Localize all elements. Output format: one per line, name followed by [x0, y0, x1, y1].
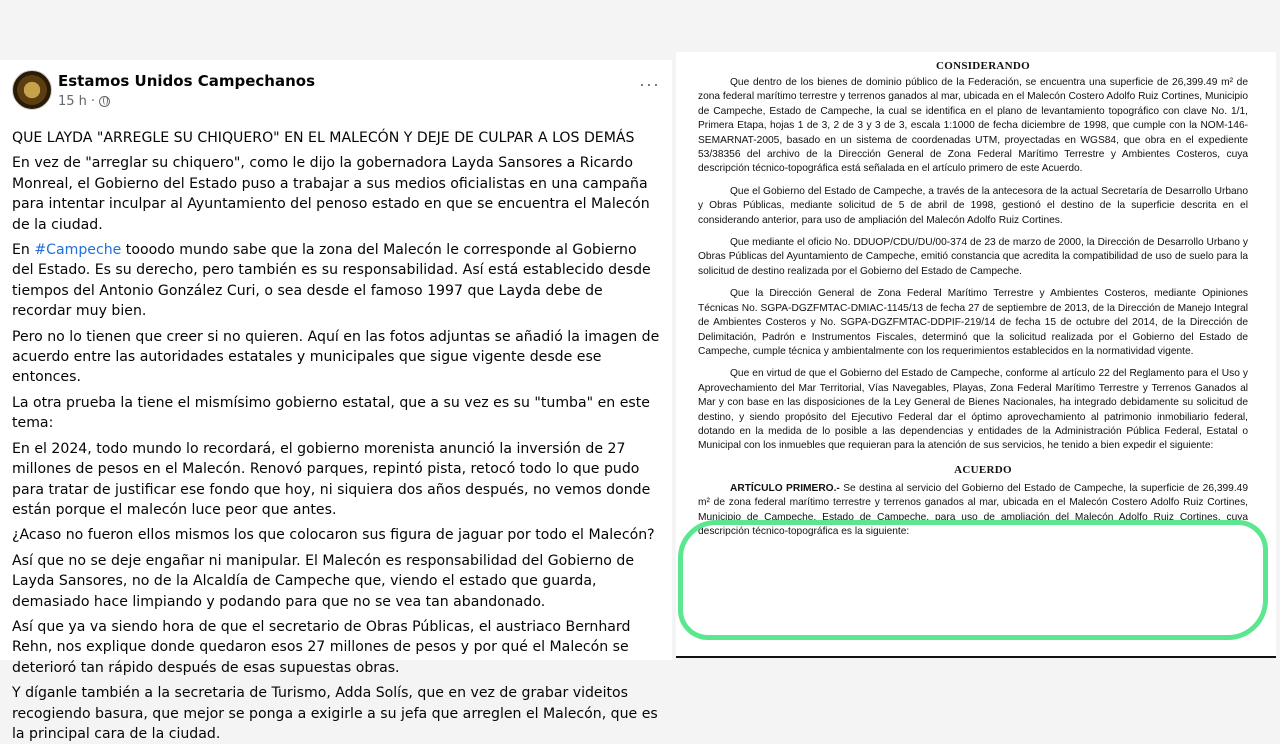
globe-icon: [99, 96, 110, 107]
post-author[interactable]: Estamos Unidos Campechanos: [58, 72, 316, 90]
post-meta: [58, 94, 110, 109]
post-paragraph: QUE LAYDA "ARREGLE SU CHIQUERO" EN EL MALECÓN Y DEJE DE CULPAR A LOS DEMÁS: [12, 130, 635, 146]
hashtag-link[interactable]: #Campeche: [34, 242, 122, 259]
post-header: [12, 70, 660, 120]
post-paragraph: Y díganle también a la secretaria de Turismo, Adda Solís, que en vez de grabar videitos recogiendo basura, que mejor se ponga a exigirle a su jefa que arreglen el Malecón, que es la principal cara de la ciudad.: [12, 685, 658, 742]
post-paragraph: [12, 240, 660, 322]
articulo-label: ARTÍCULO PRIMERO.-: [730, 482, 840, 494]
considerando-paragraph: Que el Gobierno del Estado de Campeche, a través de la antecesora de la actual Secretaría de Desarrollo Urbano y Obras Públicas, mediante solicitud de 5 de abril de 1998, gestionó el destino de la superficie descrita en el considerando anterior, para uso de ampliación del Malecón Adolfo Ruiz Cortines.: [698, 185, 1248, 226]
avatar[interactable]: [12, 70, 52, 110]
post-paragraph: Pero no lo tienen que creer si no quieren. Aquí en las fotos adjuntas se añadió la imagen de acuerdo entre las autoridades estatales y municipales que sigue vigente desde ese entonces.: [12, 328, 660, 386]
post-time[interactable]: 15 h: [58, 94, 87, 109]
agreement-document: [676, 52, 1276, 658]
articulo-primero: [698, 482, 1248, 540]
post-paragraph: La otra prueba la tiene el mismísimo gobierno estatal, que a su vez es su "tumba" en este tema:: [12, 394, 650, 432]
considerando-paragraph: Que dentro de los bienes de dominio público de la Federación, se encuentra una superficie de 26,399.49 m² de zona federal marítimo terrestre y terrenos ganados al mar, ubicada en el Malecón Costero Adolfo Ruiz Cortines, Municipio de Campeche, Estado de Campeche, la cual se identifica en el plano de levantamiento topográfico con clave No. 1/1, Primera Etapa, hojas 1 de 3, 2 de 3 y 3 de 3, escala 1:1000 de fecha diciembre de 1998, que cumple con la NOM-146-SEMARNAT-2005, basado en un sistema de coordenadas UTM, proyectadas en WGS84, que obra en el expediente 53/38356 del archivo de la Dirección General de Zona Federal Marítimo Terrestre y Ambientes Costeros, cuya descripción técnico-topográfica está señalada en el artículo primero de este Acuerdo.: [698, 77, 1248, 175]
considerando-paragraph: Que la Dirección General de Zona Federal Marítimo Terrestre y Ambientes Costeros, mediante Opiniones Técnicas No. SGPA-DGZFMTAC-DMIAC-1145/13 de fecha 27 de septiembre de 2013, de la Dirección de Manejo Integral de Ambientes Costeros y No. SGPA-DGZFMTAC-DDPIF-219/14 de fecha 15 de octubre del 2014, de la Dirección de Delimitación, Padrón e Instrumentos Fiscales, determinó que la solicitud realizada por el Gobierno del Estado de Campeche, cumple técnica y ambientalmente con los requerimientos establecidos en la normatividad vigente.: [698, 288, 1248, 357]
post-paragraph: Así que ya va siendo hora de que el secretario de Obras Públicas, el austriaco Bernhard Rehn, nos explique donde quedaron esos 27 millones de pesos y por qué el Malecón se deterioró tan rápido después de esas supuestas obras.: [12, 618, 631, 676]
post-text: En: [12, 242, 35, 259]
post-paragraph: Así que no se deje engañar ni manipular. El Malecón es responsabilidad del Gobierno de Layda Sansores, no de la Alcaldía de Campeche que, viendo el estado que guarda, demasiado hace limpiando y podando para que no se vea tan abandonado.: [12, 552, 635, 610]
meta-separator: ·: [90, 94, 96, 109]
articulo-text: Se destina al servicio del Gobierno del Estado de Campeche, la superficie de 26,399.49 m² de zona federal marítimo terrestre y terrenos ganados al mar, ubicada en el Malecón Costero Adolfo Ruiz Cortines, Municipio de Campeche, Estado de Campeche, para uso de ampliación del Malecón Adolfo Ruiz Cortines, cuya descripción técnico-topográfica es la siguiente:: [698, 482, 1248, 537]
facebook-post: [0, 60, 672, 742]
considerando-paragraph: Que mediante el oficio No. DDUOP/CDU/DU/00-374 de 23 de marzo de 2000, la Dirección de Desarrollo Urbano y Obras Públicas del Ayuntamiento de Campeche, emitió constancia que acredita la compatibilidad de uso de suelo para la solicitud de destino realizada por el Gobierno del Estado de Campeche.: [698, 237, 1248, 277]
post-body: [12, 128, 660, 744]
document-bottom-rule: [676, 656, 1276, 658]
post-paragraph: En el 2024, todo mundo lo recordará, el gobierno morenista anunció la inversión de 27 millones de pesos en el Malecón. Renovó parques, repintó pista, retocó todo lo que pudo para tratar de justificar ese fondo que hoy, ni siquiera dos años después, no vemos donde están porque el malecón luce peor que antes.: [12, 440, 651, 518]
post-text: tooodo mundo sabe que la zona del Malecón le corresponde al Gobierno del Estado. Es su derecho, pero también es su responsabilidad. Así está establecido desde tiempos del Antonio González Curi, o sea desde el famoso 1997 que Layda debe de recordar muy bien.: [12, 242, 651, 320]
considerando-paragraph: Que en virtud de que el Gobierno del Estado de Campeche, conforme al artículo 22 del Reglamento para el Uso y Aprovechamiento del Mar Territorial, Vías Navegables, Playas, Zona Federal Marítimo Terrestre y Terrenos Ganados al Mar y con base en las disposiciones de la Ley General de Bienes Nacionales, ha integrado debidamente su solicitud de destino, y siendo propósito del Ejecutivo Federal dar el óptimo aprovechamiento al patrimonio inmobiliario federal, dotando en la medida de lo posible a las dependencias y entidades de la Administración Pública Federal, Estatal o Municipal con los inmuebles que requieran para la atención de sus servicios, he tenido a bien expedir el siguiente:: [698, 368, 1248, 452]
post-paragraph: ¿Acaso no fueron ellos mismos los que colocaron sus figura de jaguar por todo el Malecón?: [12, 527, 655, 544]
acuerdo-heading: ACUERDO: [954, 463, 1012, 476]
post-paragraph: En vez de "arreglar su chiquero", como le dijo la gobernadora Layda Sansores a Ricardo Monreal, el Gobierno del Estado puso a trabajar a sus medios oficialistas en una campaña para intentar inculpar al Ayuntamiento del penoso estado en que se encuentra el Malecón de la ciudad.: [12, 155, 650, 233]
more-icon[interactable]: ···: [639, 74, 660, 94]
considerando-heading: CONSIDERANDO: [935, 60, 1031, 72]
